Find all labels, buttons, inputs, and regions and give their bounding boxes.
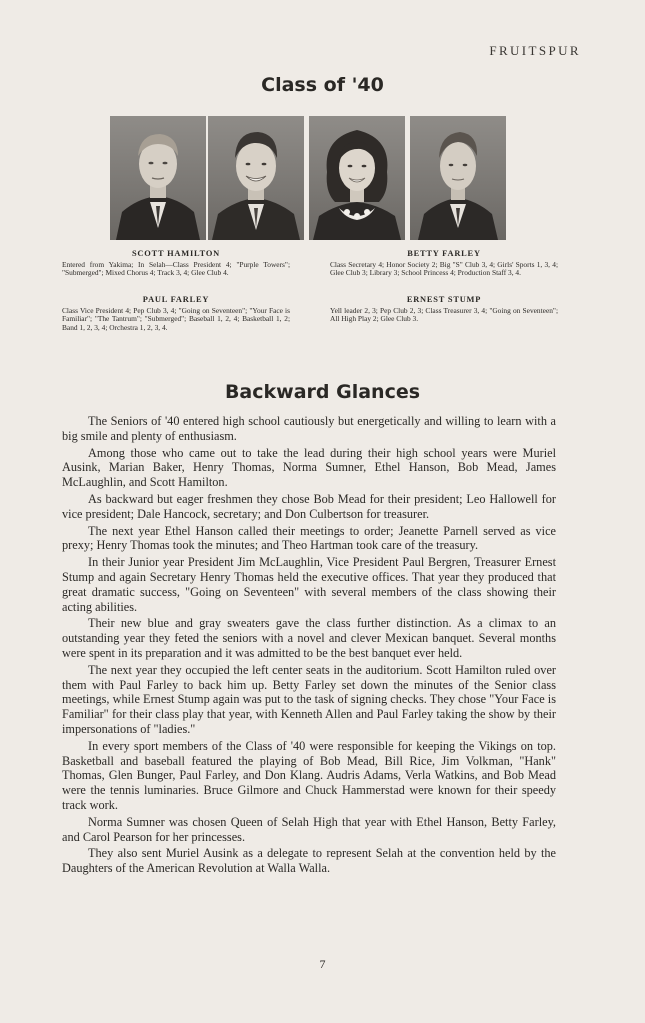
section-title: Backward Glances [224,381,421,403]
class-title: Class of '40 [261,74,384,96]
paragraph: In their Junior year President Jim McLaughlin, Vice President Paul Bergren, Treasurer Ernest Stump and again Secretary Henry Thomas held the executive offices. That year they produced that great dramatic success, "Going on Seventeen" with several members of the class showing their acting abilities. [62,555,556,614]
paragraph: In every sport members of the Class of '40 were responsible for keeping the Vikings on top. Basketball and baseball featured the playing of Bob Mead, Bill Rice, Jim Volkman, "Hank" Thomas, Glen Bunger, Paul Farley, and Don Klang. Audris Adams, Verla Watkins, and Bob Mead were the tennis luminaries. Bruce Gilmore and Chuck Hammerstad were known for their speedy track work. [62,738,556,812]
running-head: FRUITSPUR [489,43,581,58]
student-activities: Entered from Yakima; In Selah—Class President 4; "Purple Towers"; "Submerged"; Mixed Chorus 4; Track 3, 4; Glee Club 4. [62,259,290,278]
portrait-row [110,116,510,240]
paragraph: The Seniors of '40 entered high school cautiously but energetically and willing to learn with a big smile and plenty of enthusiasm. [62,414,556,443]
portrait-photo [309,116,405,240]
article-body [62,414,556,878]
paragraph: They also sent Muriel Ausink as a delegate to represent Selah at the convention held by the Daughters of the American Revolution at Walla Walla. [62,846,556,876]
student-name: SCOTT HAMILTON [131,249,221,258]
student-name: PAUL FARLEY [142,295,210,304]
page-number: 7 [319,957,326,971]
student-bio [62,250,290,278]
student-activities: Yell leader 2, 3; Pep Club 2, 3; Class Treasurer 3, 4; "Going on Seventeen"; All High Play 2; Glee Club 3. [330,305,558,324]
student-bio [62,296,290,332]
student-name: ERNEST STUMP [406,295,482,304]
paragraph: As backward but eager freshmen they chose Bob Mead for their president; Leo Hallowell for vice president; Dale Hancock, secretary; and Don Culbertson for treasurer. [62,491,556,521]
paragraph: Norma Sumner was chosen Queen of Selah High that year with Ethel Hanson, Betty Farley, and Carol Pearson for her princesses. [62,814,556,844]
student-bio [330,296,558,324]
portrait-photo [110,116,206,240]
portrait-photo [410,116,506,240]
paragraph: Their new blue and gray sweaters gave the class further distinction. As a climax to an outstanding year they feted the seniors with a novel and clever Mexican banquet. Several months were spent in its preparation and it was admitted to be the best banquet ever held. [62,616,556,660]
student-activities: Class Vice President 4; Pep Club 3, 4; "Going on Seventeen"; "Your Face is Familiar"; "The Tantrum"; "Submerged"; Baseball 1, 2, 4; Basketball 1, 2; Band 1, 2, 3, 4; Orchestra 1, 2, 3, 4. [62,305,290,332]
student-activities: Class Secretary 4; Honor Society 2; Big "S" Club 3, 4; Girls' Sports 1, 3, 4; Glee Club 3; Library 3; School Princess 4; Production Staff 3, 4. [330,259,558,278]
paragraph: Among those who came out to take the lead during their high school years were Muriel Ausink, Marian Baker, Henry Thomas, Norma Sumner, Ethel Hanson, Bob Mead, James McLaughlin, and Scott Hamilton. [62,445,556,490]
paragraph: The next year Ethel Hanson called their meetings to order; Jeanette Parnell served as vice prexy; Henry Thomas took the minutes; and Theo Hartman took care of the treasury. [62,523,556,553]
student-bio [330,250,558,278]
portrait-photo [208,116,304,240]
paragraph: The next year they occupied the left center seats in the auditorium. Scott Hamilton ruled over them with Paul Farley to back him up. Betty Farley set down the minutes of the Senior class meetings, while Ernest Stump again was put to the task of signing checks. They chose "Your Face is Familiar" for their class play that year, with Kenneth Allen and Paul Farley taking the show by their impersonations of "ladies." [62,662,556,736]
student-name: BETTY FARLEY [407,249,481,258]
